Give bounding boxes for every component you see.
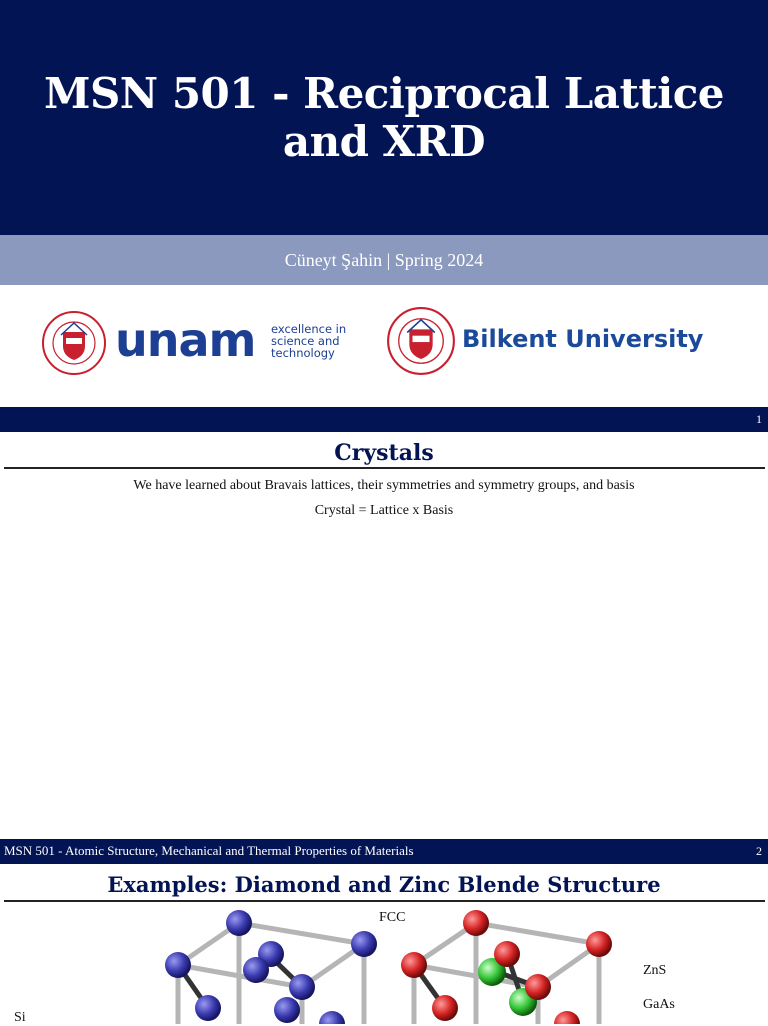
heading-divider — [4, 467, 765, 469]
presentation-title-line-2: and XRD — [282, 116, 486, 166]
unam-tagline-line-3: technology — [271, 346, 335, 360]
zinc-blende-structure-diagram — [395, 902, 620, 1024]
slide-2-footer-bar — [0, 839, 768, 864]
slide-heading-examples: Examples: Diamond and Zinc Blende Structure — [107, 872, 661, 897]
course-title: MSN 501 - Atomic Structure, Mechanical and Thermal Properties of Materials — [4, 843, 414, 858]
author-term: Cüneyt Şahin | Spring 2024 — [284, 249, 484, 270]
diamond-structure-diagram — [150, 902, 390, 1024]
presentation-title-line-1: MSN 501 - Reciprocal Lattice — [43, 68, 724, 118]
label-zns: ZnS — [643, 963, 667, 978]
bilkent-logo-text: Bilkent University — [462, 325, 704, 353]
label-fcc: FCC — [379, 910, 406, 925]
unam-tagline — [271, 323, 346, 359]
label-si: Si — [14, 1010, 26, 1025]
unam-logo-text: unam — [115, 313, 256, 367]
unam-tagline-line-2: science and — [271, 334, 340, 348]
label-gaas: GaAs — [643, 997, 675, 1012]
author-term-bar — [0, 235, 768, 285]
university-seal-icon — [41, 310, 107, 376]
unam-tagline-line-1: excellence in — [271, 322, 347, 336]
body-text-line-1: We have learned about Bravais lattices, their symmetries and symmetry groups, and basis — [133, 478, 635, 493]
title-banner — [0, 0, 768, 235]
page-number: 1 — [756, 412, 762, 426]
university-seal-icon — [386, 306, 456, 376]
page-number: 2 — [756, 844, 762, 858]
body-text-line-2: Crystal = Lattice x Basis — [314, 503, 454, 518]
slide-heading-crystals: Crystals — [334, 440, 434, 466]
slide-1-footer-bar — [0, 407, 768, 432]
